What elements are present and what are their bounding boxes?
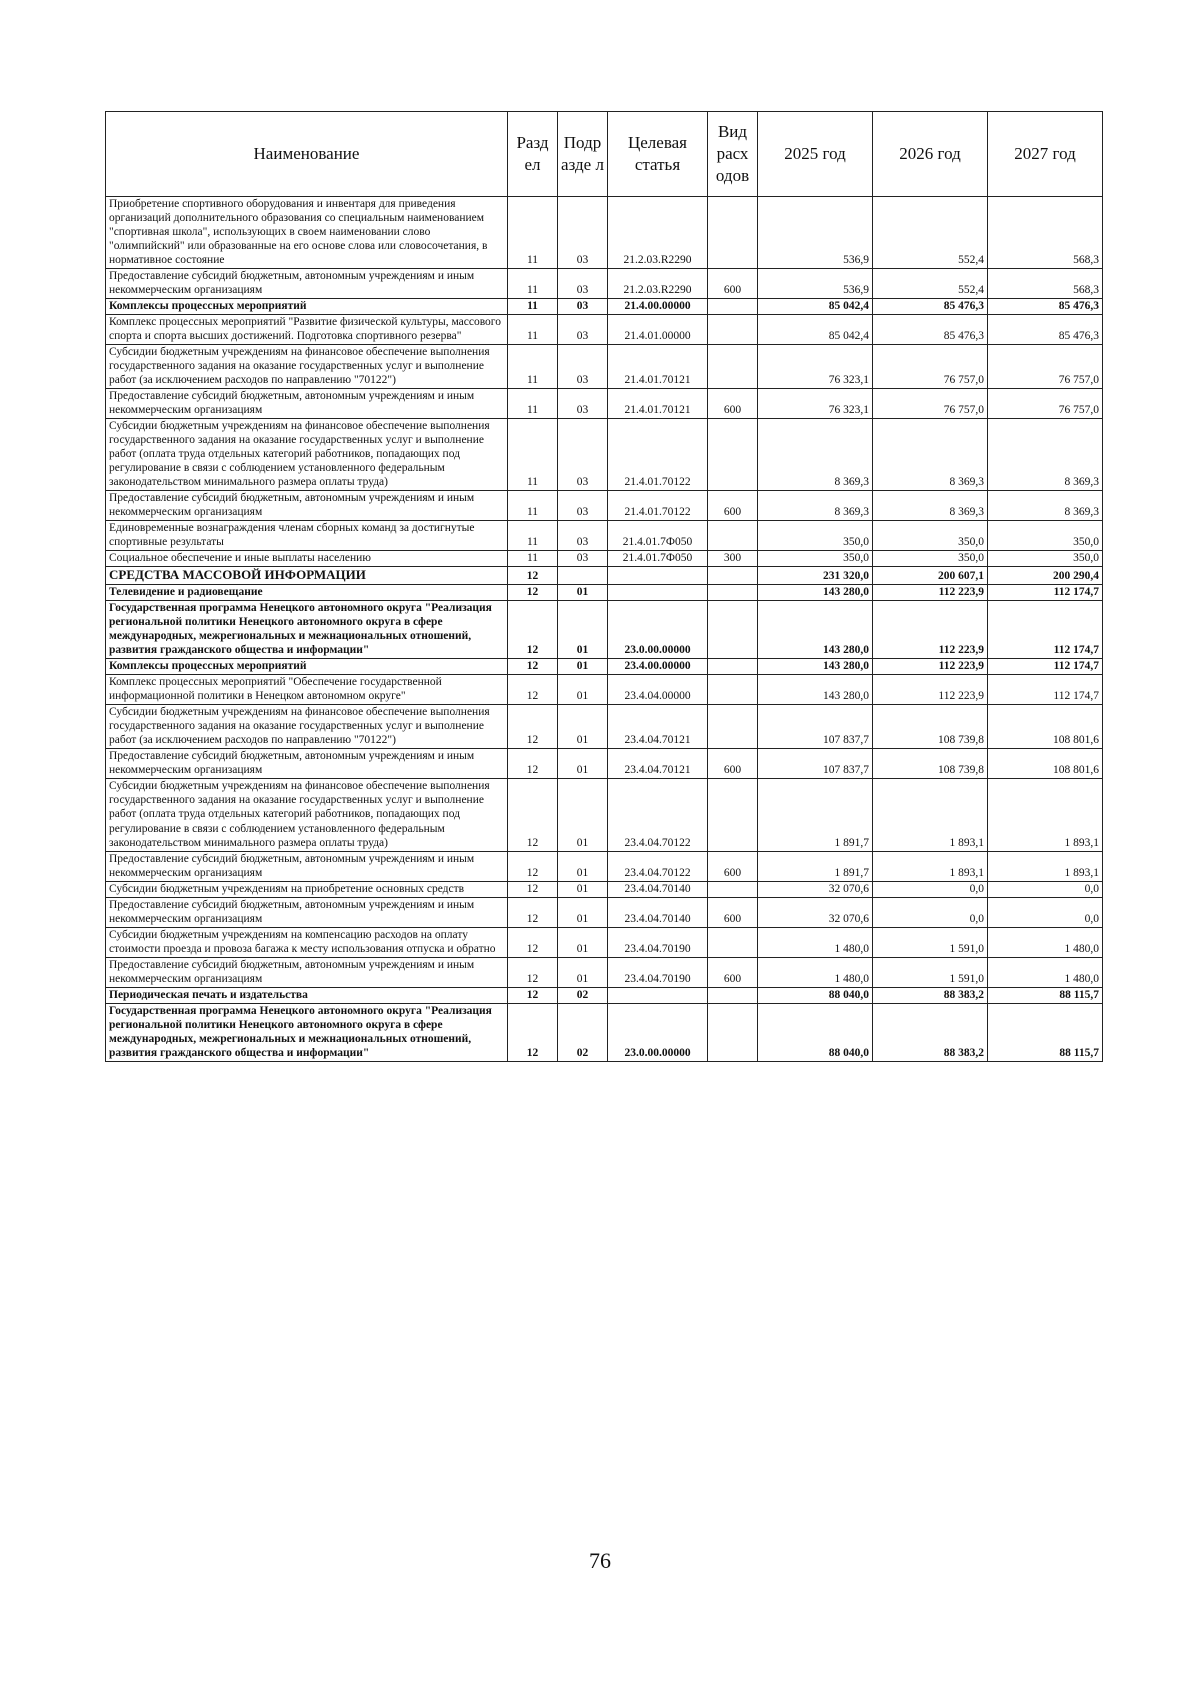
budget-table [105, 111, 1103, 1062]
row-amount-2027-cell: 85 476,3 [988, 315, 1103, 345]
row-subsection-cell: 03 [558, 269, 608, 299]
row-amount-2026-cell: 350,0 [873, 551, 988, 567]
header-year-2027: 2027 год [988, 112, 1103, 197]
row-name-cell: Субсидии бюджетным учреждениям на финансовое обеспечение выполнения государственного задания на оказание государственных услуг и выполнение работ (за исключением расходов по направлению "70122") [106, 345, 508, 389]
row-amount-2026-cell: 85 476,3 [873, 315, 988, 345]
row-amount-2026-cell: 350,0 [873, 521, 988, 551]
row-target-article-cell [608, 987, 708, 1003]
row-subsection-cell: 01 [558, 881, 608, 897]
row-target-article-cell: 23.4.04.70121 [608, 749, 708, 779]
row-subsection-cell: 01 [558, 851, 608, 881]
row-amount-2025-cell: 1 891,7 [758, 851, 873, 881]
row-subsection-cell: 02 [558, 987, 608, 1003]
table-row [106, 345, 1103, 389]
row-amount-2026-cell: 8 369,3 [873, 419, 988, 491]
row-expense-type-cell: 600 [708, 749, 758, 779]
row-amount-2025-cell: 536,9 [758, 269, 873, 299]
row-subsection-cell: 03 [558, 419, 608, 491]
row-target-article-cell [608, 567, 708, 585]
row-amount-2027-cell: 1 893,1 [988, 851, 1103, 881]
row-amount-2027-cell: 108 801,6 [988, 749, 1103, 779]
row-expense-type-cell [708, 197, 758, 269]
row-amount-2027-cell: 8 369,3 [988, 419, 1103, 491]
table-row [106, 1003, 1103, 1061]
row-amount-2026-cell: 112 223,9 [873, 675, 988, 705]
row-expense-type-cell [708, 567, 758, 585]
row-section-cell: 11 [508, 419, 558, 491]
row-expense-type-cell [708, 881, 758, 897]
row-section-cell: 12 [508, 567, 558, 585]
row-section-cell: 12 [508, 585, 558, 601]
row-name-cell: Предоставление субсидий бюджетным, автономным учреждениям и иным некоммерческим организациям [106, 491, 508, 521]
row-subsection-cell: 01 [558, 749, 608, 779]
row-name-cell: Субсидии бюджетным учреждениям на финансовое обеспечение выполнения государственного задания на оказание государственных услуг и выполнение работ (оплата труда отдельных категорий работников, попадающих под регулирование в связи с соблюдением установленного федеральным законодательством минимального размера оплаты труда) [106, 779, 508, 851]
row-target-article-cell: 23.4.04.70122 [608, 779, 708, 851]
row-amount-2027-cell: 76 757,0 [988, 345, 1103, 389]
table-row [106, 299, 1103, 315]
row-section-cell: 12 [508, 957, 558, 987]
row-section-cell: 11 [508, 299, 558, 315]
row-name-cell: Субсидии бюджетным учреждениям на приобретение основных средств [106, 881, 508, 897]
table-row [106, 749, 1103, 779]
row-section-cell: 12 [508, 987, 558, 1003]
row-amount-2025-cell: 85 042,4 [758, 315, 873, 345]
row-amount-2025-cell: 1 891,7 [758, 779, 873, 851]
row-section-cell: 11 [508, 521, 558, 551]
row-target-article-cell: 23.4.04.70122 [608, 851, 708, 881]
table-row [106, 659, 1103, 675]
row-expense-type-cell [708, 585, 758, 601]
row-name-cell: Государственная программа Ненецкого автономного округа "Реализация региональной политики Ненецкого автономного округа в сфере международных, межрегиональных и межнациональных отношений, развития гражданского общества и информации" [106, 601, 508, 659]
row-section-cell: 12 [508, 851, 558, 881]
row-target-article-cell: 21.4.01.7Ф050 [608, 521, 708, 551]
header-subsection: Подр азде л [558, 112, 608, 197]
row-amount-2025-cell: 350,0 [758, 521, 873, 551]
row-subsection-cell: 01 [558, 779, 608, 851]
row-amount-2027-cell: 88 115,7 [988, 987, 1103, 1003]
row-expense-type-cell [708, 601, 758, 659]
row-amount-2027-cell: 350,0 [988, 521, 1103, 551]
row-target-article-cell: 21.4.01.70121 [608, 389, 708, 419]
table-row [106, 897, 1103, 927]
row-name-cell: Телевидение и радиовещание [106, 585, 508, 601]
row-subsection-cell: 01 [558, 927, 608, 957]
row-amount-2026-cell: 1 591,0 [873, 927, 988, 957]
row-target-article-cell: 23.4.04.70190 [608, 927, 708, 957]
table-row [106, 269, 1103, 299]
row-target-article-cell: 23.4.00.00000 [608, 659, 708, 675]
row-expense-type-cell [708, 345, 758, 389]
row-name-cell: Комплексы процессных мероприятий [106, 299, 508, 315]
row-section-cell: 12 [508, 675, 558, 705]
table-row [106, 389, 1103, 419]
row-subsection-cell: 01 [558, 957, 608, 987]
row-name-cell: Приобретение спортивного оборудования и инвентаря для приведения организаций дополнительного образования со специальным наименованием "спортивная школа", использующих в своем наименовании слово "олимпийский" или образованные на его основе слова или словосочетания, в нормативное состояние [106, 197, 508, 269]
row-target-article-cell: 21.2.03.R2290 [608, 197, 708, 269]
row-name-cell: Предоставление субсидий бюджетным, автономным учреждениям и иным некоммерческим организациям [106, 897, 508, 927]
row-amount-2027-cell: 200 290,4 [988, 567, 1103, 585]
row-target-article-cell: 23.4.04.70190 [608, 957, 708, 987]
row-amount-2027-cell: 112 174,7 [988, 675, 1103, 705]
row-section-cell: 11 [508, 345, 558, 389]
row-subsection-cell: 01 [558, 897, 608, 927]
row-target-article-cell: 23.0.00.00000 [608, 601, 708, 659]
row-amount-2026-cell: 112 223,9 [873, 585, 988, 601]
table-row [106, 851, 1103, 881]
row-amount-2025-cell: 143 280,0 [758, 601, 873, 659]
table-row [106, 987, 1103, 1003]
row-target-article-cell: 21.4.01.70121 [608, 345, 708, 389]
table-body [106, 197, 1103, 1062]
table-row [106, 315, 1103, 345]
row-amount-2026-cell: 76 757,0 [873, 345, 988, 389]
row-amount-2026-cell: 8 369,3 [873, 491, 988, 521]
row-amount-2027-cell: 568,3 [988, 269, 1103, 299]
row-subsection-cell: 02 [558, 1003, 608, 1061]
row-amount-2025-cell: 143 280,0 [758, 675, 873, 705]
row-target-article-cell: 21.4.01.00000 [608, 315, 708, 345]
row-amount-2026-cell: 1 591,0 [873, 957, 988, 987]
row-subsection-cell: 03 [558, 491, 608, 521]
row-expense-type-cell: 600 [708, 389, 758, 419]
row-section-cell: 12 [508, 659, 558, 675]
row-amount-2026-cell: 88 383,2 [873, 987, 988, 1003]
row-target-article-cell: 21.4.01.70122 [608, 419, 708, 491]
row-section-cell: 12 [508, 1003, 558, 1061]
header-expense-type: Вид расх одов [708, 112, 758, 197]
row-amount-2026-cell: 552,4 [873, 197, 988, 269]
row-amount-2027-cell: 8 369,3 [988, 491, 1103, 521]
table-row [106, 521, 1103, 551]
row-section-cell: 11 [508, 315, 558, 345]
header-name: Наименование [106, 112, 508, 197]
row-expense-type-cell [708, 779, 758, 851]
row-amount-2026-cell: 108 739,8 [873, 749, 988, 779]
budget-page [105, 111, 1103, 1062]
row-name-cell: Государственная программа Ненецкого автономного округа "Реализация региональной политики Ненецкого автономного округа в сфере международных, межрегиональных и межнациональных отношений, развития гражданского общества и информации" [106, 1003, 508, 1061]
row-section-cell: 12 [508, 705, 558, 749]
row-amount-2026-cell: 1 893,1 [873, 851, 988, 881]
table-row [106, 551, 1103, 567]
row-subsection-cell: 01 [558, 659, 608, 675]
row-expense-type-cell: 600 [708, 897, 758, 927]
header-section: Разд ел [508, 112, 558, 197]
row-section-cell: 11 [508, 389, 558, 419]
row-amount-2027-cell: 112 174,7 [988, 659, 1103, 675]
row-expense-type-cell [708, 987, 758, 1003]
row-target-article-cell [608, 585, 708, 601]
row-name-cell: Субсидии бюджетным учреждениям на финансовое обеспечение выполнения государственного задания на оказание государственных услуг и выполнение работ (за исключением расходов по направлению "70122") [106, 705, 508, 749]
table-row [106, 927, 1103, 957]
row-subsection-cell: 01 [558, 675, 608, 705]
row-subsection-cell: 01 [558, 585, 608, 601]
row-target-article-cell: 23.4.04.00000 [608, 675, 708, 705]
row-amount-2026-cell: 0,0 [873, 881, 988, 897]
row-target-article-cell: 21.4.00.00000 [608, 299, 708, 315]
row-expense-type-cell [708, 299, 758, 315]
row-name-cell: Единовременные вознаграждения членам сборных команд за достигнутые спортивные результаты [106, 521, 508, 551]
row-amount-2027-cell: 108 801,6 [988, 705, 1103, 749]
row-name-cell: Предоставление субсидий бюджетным, автономным учреждениям и иным некоммерческим организациям [106, 389, 508, 419]
row-amount-2026-cell: 1 893,1 [873, 779, 988, 851]
table-row [106, 779, 1103, 851]
row-target-article-cell: 23.0.00.00000 [608, 1003, 708, 1061]
row-amount-2026-cell: 85 476,3 [873, 299, 988, 315]
row-expense-type-cell [708, 419, 758, 491]
row-amount-2026-cell: 552,4 [873, 269, 988, 299]
row-expense-type-cell [708, 927, 758, 957]
row-expense-type-cell: 300 [708, 551, 758, 567]
row-expense-type-cell [708, 659, 758, 675]
row-amount-2025-cell: 76 323,1 [758, 345, 873, 389]
row-section-cell: 12 [508, 897, 558, 927]
page-number: 76 [589, 1548, 611, 1573]
row-amount-2025-cell: 8 369,3 [758, 419, 873, 491]
row-name-cell: Комплекс процессных мероприятий "Обеспечение государственной информационной политики в Ненецком автономном округе" [106, 675, 508, 705]
row-amount-2027-cell: 112 174,7 [988, 585, 1103, 601]
row-target-article-cell: 21.4.01.7Ф050 [608, 551, 708, 567]
row-expense-type-cell [708, 1003, 758, 1061]
row-expense-type-cell [708, 315, 758, 345]
row-name-cell: Комплексы процессных мероприятий [106, 659, 508, 675]
row-section-cell: 11 [508, 551, 558, 567]
row-amount-2027-cell: 0,0 [988, 897, 1103, 927]
row-section-cell: 11 [508, 491, 558, 521]
table-row [106, 419, 1103, 491]
row-subsection-cell: 03 [558, 197, 608, 269]
row-subsection-cell [558, 567, 608, 585]
row-section-cell: 12 [508, 749, 558, 779]
row-amount-2025-cell: 1 480,0 [758, 927, 873, 957]
row-expense-type-cell: 600 [708, 851, 758, 881]
row-amount-2026-cell: 112 223,9 [873, 659, 988, 675]
row-amount-2025-cell: 143 280,0 [758, 585, 873, 601]
table-row [106, 705, 1103, 749]
row-expense-type-cell [708, 705, 758, 749]
row-name-cell: Социальное обеспечение и иные выплаты населению [106, 551, 508, 567]
row-expense-type-cell: 600 [708, 269, 758, 299]
row-target-article-cell: 23.4.04.70140 [608, 897, 708, 927]
row-name-cell: СРЕДСТВА МАССОВОЙ ИНФОРМАЦИИ [106, 567, 508, 585]
row-expense-type-cell: 600 [708, 491, 758, 521]
row-name-cell: Предоставление субсидий бюджетным, автономным учреждениям и иным некоммерческим организациям [106, 851, 508, 881]
header-year-2025: 2025 год [758, 112, 873, 197]
row-amount-2027-cell: 88 115,7 [988, 1003, 1103, 1061]
table-row [106, 197, 1103, 269]
row-subsection-cell: 03 [558, 299, 608, 315]
row-amount-2027-cell: 1 893,1 [988, 779, 1103, 851]
table-header-row [106, 112, 1103, 197]
row-amount-2025-cell: 32 070,6 [758, 897, 873, 927]
row-amount-2027-cell: 76 757,0 [988, 389, 1103, 419]
table-row [106, 567, 1103, 585]
row-amount-2026-cell: 112 223,9 [873, 601, 988, 659]
row-amount-2025-cell: 76 323,1 [758, 389, 873, 419]
row-section-cell: 12 [508, 779, 558, 851]
row-name-cell: Предоставление субсидий бюджетным, автономным учреждениям и иным некоммерческим организациям [106, 957, 508, 987]
row-subsection-cell: 03 [558, 551, 608, 567]
row-amount-2027-cell: 0,0 [988, 881, 1103, 897]
row-name-cell: Периодическая печать и издательства [106, 987, 508, 1003]
row-amount-2025-cell: 107 837,7 [758, 749, 873, 779]
row-amount-2025-cell: 88 040,0 [758, 987, 873, 1003]
row-subsection-cell: 03 [558, 315, 608, 345]
row-amount-2025-cell: 85 042,4 [758, 299, 873, 315]
row-subsection-cell: 03 [558, 521, 608, 551]
row-name-cell: Субсидии бюджетным учреждениям на компенсацию расходов на оплату стоимости проезда и провоза багажа к месту использования отпуска и обратно [106, 927, 508, 957]
table-row [106, 957, 1103, 987]
row-amount-2026-cell: 200 607,1 [873, 567, 988, 585]
row-name-cell: Предоставление субсидий бюджетным, автономным учреждениям и иным некоммерческим организациям [106, 269, 508, 299]
row-amount-2025-cell: 536,9 [758, 197, 873, 269]
row-target-article-cell: 21.4.01.70122 [608, 491, 708, 521]
row-amount-2027-cell: 85 476,3 [988, 299, 1103, 315]
row-name-cell: Предоставление субсидий бюджетным, автономным учреждениям и иным некоммерческим организациям [106, 749, 508, 779]
row-amount-2026-cell: 108 739,8 [873, 705, 988, 749]
row-expense-type-cell [708, 521, 758, 551]
row-subsection-cell: 01 [558, 705, 608, 749]
row-subsection-cell: 03 [558, 345, 608, 389]
row-expense-type-cell: 600 [708, 957, 758, 987]
row-section-cell: 12 [508, 601, 558, 659]
row-amount-2027-cell: 1 480,0 [988, 957, 1103, 987]
row-amount-2027-cell: 112 174,7 [988, 601, 1103, 659]
row-name-cell: Комплекс процессных мероприятий "Развитие физической культуры, массового спорта и спорта высших достижений. Подготовка спортивного резерва" [106, 315, 508, 345]
table-row [106, 675, 1103, 705]
row-target-article-cell: 23.4.04.70140 [608, 881, 708, 897]
table-row [106, 881, 1103, 897]
row-amount-2025-cell: 88 040,0 [758, 1003, 873, 1061]
row-section-cell: 12 [508, 881, 558, 897]
row-expense-type-cell [708, 675, 758, 705]
row-target-article-cell: 23.4.04.70121 [608, 705, 708, 749]
row-amount-2026-cell: 76 757,0 [873, 389, 988, 419]
row-amount-2025-cell: 143 280,0 [758, 659, 873, 675]
table-row [106, 491, 1103, 521]
row-subsection-cell: 01 [558, 601, 608, 659]
row-amount-2027-cell: 350,0 [988, 551, 1103, 567]
header-year-2026: 2026 год [873, 112, 988, 197]
row-amount-2027-cell: 568,3 [988, 197, 1103, 269]
row-amount-2026-cell: 88 383,2 [873, 1003, 988, 1061]
row-section-cell: 11 [508, 197, 558, 269]
row-amount-2025-cell: 32 070,6 [758, 881, 873, 897]
row-section-cell: 12 [508, 927, 558, 957]
row-amount-2025-cell: 231 320,0 [758, 567, 873, 585]
row-amount-2025-cell: 107 837,7 [758, 705, 873, 749]
table-row [106, 585, 1103, 601]
row-amount-2027-cell: 1 480,0 [988, 927, 1103, 957]
row-amount-2025-cell: 8 369,3 [758, 491, 873, 521]
row-subsection-cell: 03 [558, 389, 608, 419]
row-amount-2026-cell: 0,0 [873, 897, 988, 927]
row-amount-2025-cell: 1 480,0 [758, 957, 873, 987]
row-amount-2025-cell: 350,0 [758, 551, 873, 567]
row-section-cell: 11 [508, 269, 558, 299]
table-row [106, 601, 1103, 659]
header-target-article: Целевая статья [608, 112, 708, 197]
row-name-cell: Субсидии бюджетным учреждениям на финансовое обеспечение выполнения государственного задания на оказание государственных услуг и выполнение работ (оплата труда отдельных категорий работников, попадающих под регулирование в связи с соблюдением установленного федеральным законодательством минимального размера оплаты труда) [106, 419, 508, 491]
row-target-article-cell: 21.2.03.R2290 [608, 269, 708, 299]
